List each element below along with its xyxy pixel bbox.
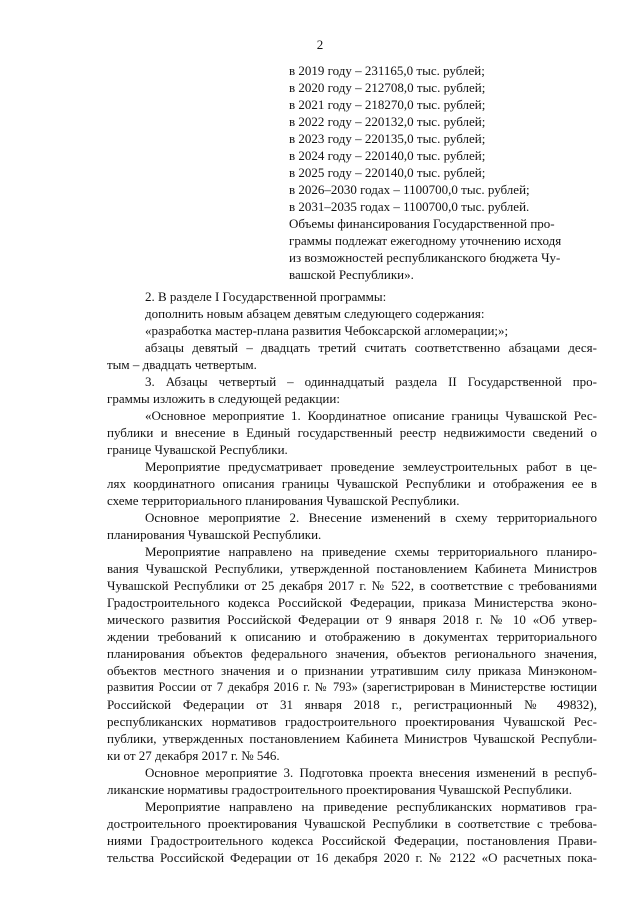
paragraph-line: достроительного проектирования Чувашской Республики в соответствие с требова-: [107, 816, 597, 831]
funding-line: в 2022 году – 220132,0 тыс. рублей;: [289, 114, 486, 129]
paragraph-line: лях координатного описания границы Чувашской Республики и отображения ее в: [107, 476, 597, 491]
funding-note-line: вашской Республики».: [289, 267, 414, 282]
funding-note-line: Объемы финансирования Государственной про-: [289, 216, 555, 231]
paragraph-line: Чувашской Республики от 25 декабря 2017 г. № 522, в соответствие с требованиями: [107, 578, 597, 593]
funding-note-line: из возможностей республиканского бюджета Чу-: [289, 250, 561, 265]
funding-line: в 2023 году – 220135,0 тыс. рублей;: [289, 131, 486, 146]
paragraph-line: «Основное мероприятие 1. Координатное описание границы Чувашской Рес-: [145, 408, 597, 423]
paragraph-line: Мероприятие направлено на приведение республиканских нормативов гра-: [145, 799, 597, 814]
page-number: 2: [316, 37, 324, 52]
paragraph-line: ждении требований к описанию и отображению в документах территориального: [107, 629, 597, 644]
paragraph-line: «разработка мастер-плана развития Чебоксарской агломерации;»;: [145, 323, 509, 338]
paragraph-line: объектов местного значения и о признании утратившим силу приказа Минэконом-: [107, 663, 597, 678]
paragraph-line: ниями Градостроительного кодекса Российской Федерации, постановления Прави-: [107, 833, 597, 848]
paragraph-line: планирования объектов федерального значения, объектов регионального значения,: [107, 646, 597, 661]
paragraph-line: Мероприятие направлено на приведение схемы территориального планиро-: [145, 544, 597, 559]
funding-line: в 2026–2030 годах – 1100700,0 тыс. рублей;: [289, 182, 530, 197]
paragraph-line: граммы изложить в следующей редакции:: [107, 391, 340, 406]
paragraph-line: планирования Чувашской Республики.: [107, 527, 322, 542]
funding-line: в 2031–2035 годах – 1100700,0 тыс. рублей.: [289, 199, 530, 214]
paragraph-line: Градостроительного кодекса Российской Федерации, приказа Министерства эконо-: [107, 595, 597, 610]
paragraph-line: ликанские нормативы градостроительного проектирования Чувашской Республики.: [107, 782, 572, 797]
paragraph-line: вания Чувашской Республики, утвержденной постановлением Кабинета Министров: [107, 561, 597, 576]
paragraph-line: развития России от 7 декабря 2016 г. № 793» (зарегистрирован в Министерстве юстиции: [107, 680, 597, 694]
paragraph-line: границе Чувашской Республики.: [107, 442, 288, 457]
paragraph-line: дополнить новым абзацем девятым следующего содержания:: [145, 306, 485, 321]
paragraph-line: Основное мероприятие 3. Подготовка проекта внесения изменений в респуб-: [145, 765, 597, 780]
paragraph-line: республиканских нормативов градостроительного проектирования Чувашской Рес-: [107, 714, 597, 729]
paragraph-line: тельства Российской Федерации от 16 декабря 2020 г. № 2122 «О расчетных пока-: [107, 850, 597, 865]
paragraph-line: Основное мероприятие 2. Внесение изменений в схему территориального: [145, 510, 597, 525]
paragraph-line: 2. В разделе I Государственной программы:: [145, 289, 387, 304]
paragraph-line: публики, утвержденных постановлением Кабинета Министров Чувашской Республи-: [107, 731, 597, 746]
funding-line: в 2021 году – 218270,0 тыс. рублей;: [289, 97, 486, 112]
funding-line: в 2024 году – 220140,0 тыс. рублей;: [289, 148, 486, 163]
funding-line: в 2020 году – 212708,0 тыс. рублей;: [289, 80, 486, 95]
paragraph-line: публики и внесение в Единый государственный реестр недвижимости сведений о: [107, 425, 597, 440]
paragraph-line: мического развития Российской Федерации от 9 января 2018 г. № 10 «Об утвер-: [107, 612, 597, 627]
funding-note-line: граммы подлежат ежегодному уточнению исходя: [289, 233, 562, 248]
paragraph-line: тым – двадцать четвертым.: [107, 357, 257, 372]
paragraph-line: схеме территориального планирования Чувашской Республики.: [107, 493, 460, 508]
paragraph-line: 3. Абзацы четвертый – одиннадцатый раздела II Государственной про-: [145, 374, 597, 389]
funding-line: в 2025 году – 220140,0 тыс. рублей;: [289, 165, 486, 180]
paragraph-line: Мероприятие предусматривает проведение землеустроительных работ в це-: [145, 459, 597, 474]
paragraph-line: абзацы девятый – двадцать третий считать соответственно абзацами деся-: [145, 340, 597, 355]
funding-line: в 2019 году – 231165,0 тыс. рублей;: [289, 63, 485, 78]
paragraph-line: ки от 27 декабря 2017 г. № 546.: [107, 748, 280, 763]
paragraph-line: Российской Федерации от 31 января 2018 г., регистрационный № 49832),: [107, 697, 597, 712]
